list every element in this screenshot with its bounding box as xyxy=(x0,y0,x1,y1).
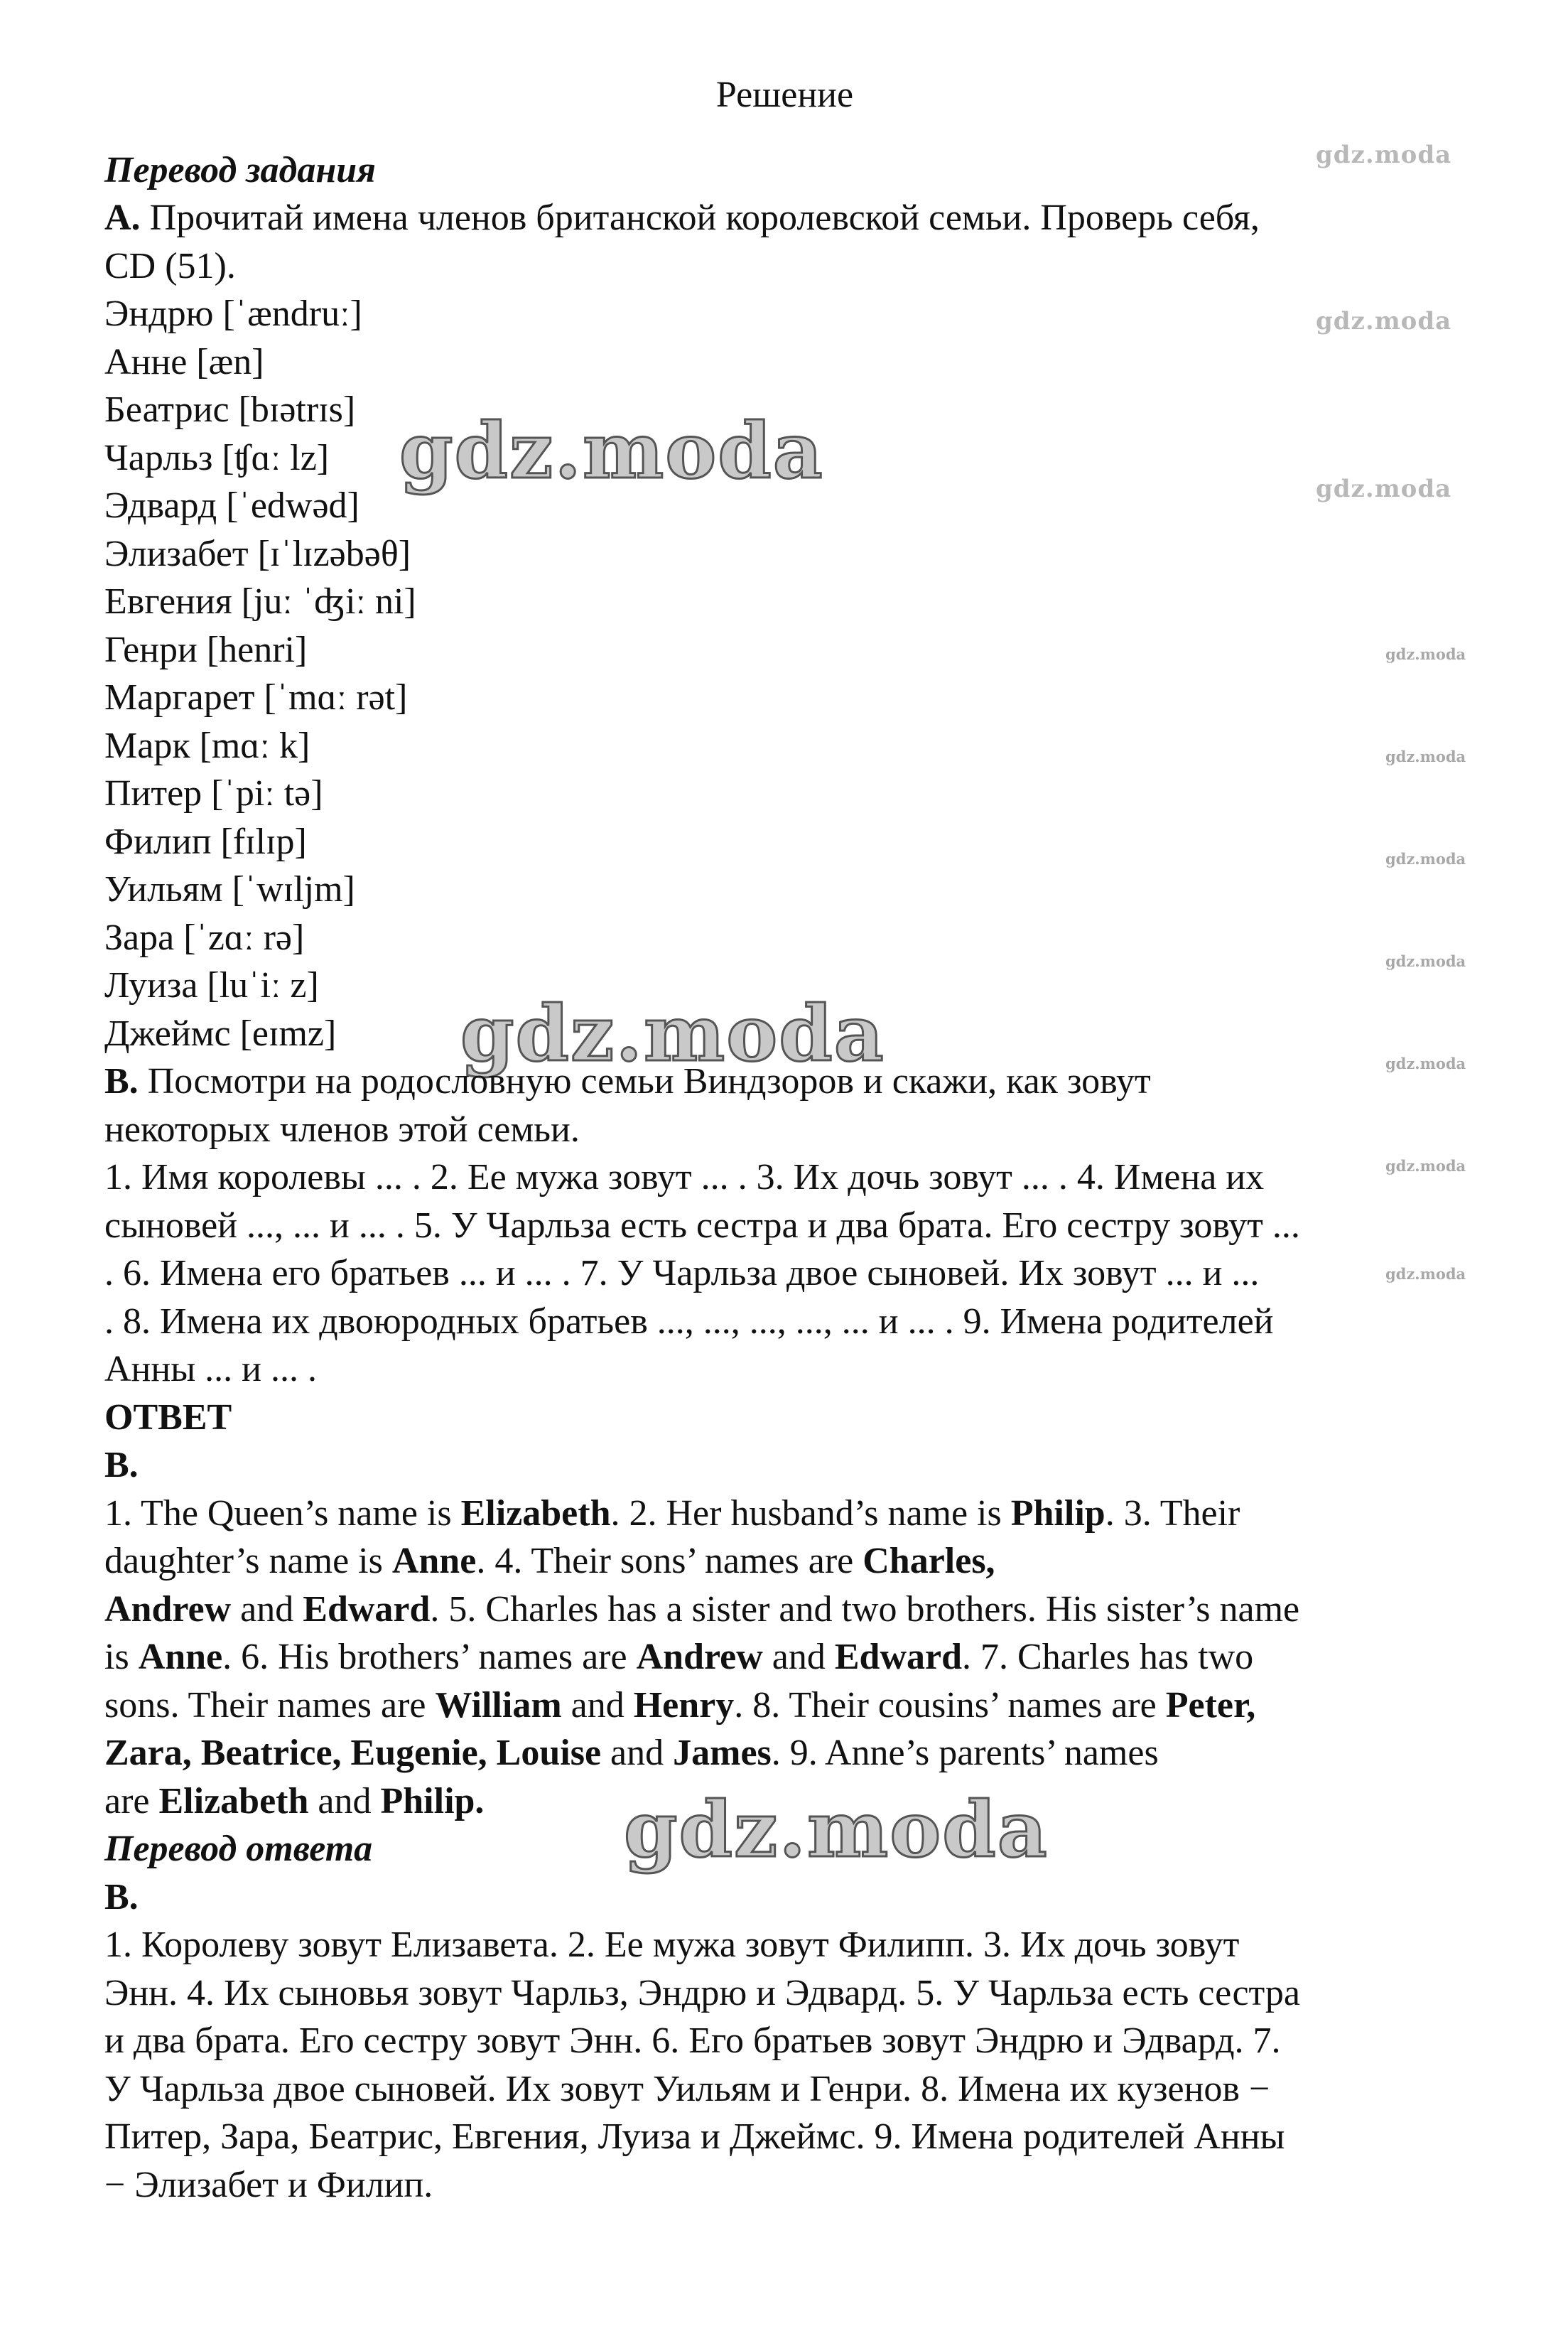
watermark-tiny-2: gdz.moda xyxy=(1385,748,1466,765)
answer-translation-line: и два брата. Его сестру зовут Энн. 6. Его братьев зовут Эндрю и Эдвард. 7. xyxy=(104,2020,1281,2061)
watermark-tiny-7: gdz.moda xyxy=(1385,1265,1466,1283)
answer-translation-line: − Элизабет и Филип. xyxy=(104,2164,433,2205)
name-item: Марк [mɑː k] xyxy=(104,725,310,766)
watermark-tiny-3: gdz.moda xyxy=(1385,850,1466,868)
answer-text: 1. The Queen’s name is xyxy=(104,1492,461,1534)
answer-name: Elizabeth xyxy=(460,1492,611,1534)
answer-text: is xyxy=(104,1637,139,1677)
answer-line-6 xyxy=(104,1729,1508,1777)
task-b-question-line: сыновей ..., ... и ... . 5. У Чарльза есть сестра и два брата. Его сестру зовут ... xyxy=(104,1205,1300,1246)
task-a-text-1: Прочитай имена членов британской королевской семьи. Проверь себя, xyxy=(140,198,1260,238)
answer-text: . 6. His brothers’ names are xyxy=(222,1637,637,1677)
answer-line-2 xyxy=(104,1537,1508,1586)
name-item: Элизабет [ɪˈlɪzəbəθ] xyxy=(104,533,411,574)
answer-translation-b-label: B. xyxy=(104,1876,139,1917)
task-b-line-1 xyxy=(104,1057,1508,1106)
name-item: Евгения [juː ˈʤiː ni] xyxy=(104,581,416,622)
name-item: Маргарет [ˈmɑː rət] xyxy=(104,677,408,718)
page-title: Решение xyxy=(715,75,854,115)
name-item: Зара [ˈzɑː rə] xyxy=(104,917,305,958)
answer-text: . 9. Anne’s parents’ names xyxy=(771,1733,1159,1773)
task-a-label: A. xyxy=(104,198,141,238)
name-item: Чарльз [ʧɑː lz] xyxy=(104,437,330,478)
name-item: Анне [æn] xyxy=(104,341,264,382)
answer-name: Anne xyxy=(138,1637,223,1677)
name-item: Эдвард [ˈedwəd] xyxy=(104,485,359,526)
answer-line-1 xyxy=(104,1490,1508,1538)
answer-name: William xyxy=(435,1684,562,1726)
task-a-line-2: CD (51). xyxy=(104,245,236,286)
task-b-question-line: . 8. Имена их двоюродных братьев ..., ..., ..., ..., ... и ... . 9. Имена родителей xyxy=(104,1301,1274,1342)
answer-translation-line: У Чарльза двое сыновей. Их зовут Уильям и Генри. 8. Имена их кузенов − xyxy=(104,2068,1270,2109)
names-list xyxy=(104,290,1508,1057)
answer-name: James xyxy=(673,1733,772,1773)
task-b-label: B. xyxy=(104,1061,139,1102)
answer-name: Andrew xyxy=(104,1588,232,1630)
answer-name: Charles, xyxy=(863,1541,995,1581)
answer-name: Edward xyxy=(303,1588,431,1630)
name-item: Питер [ˈpiː tə] xyxy=(104,773,323,814)
answer-text: . 5. Charles has a sister and two brothers. His sister’s name xyxy=(430,1588,1300,1630)
name-item: Джеймс [eɪmz] xyxy=(104,1013,337,1054)
task-b-text-1: Посмотри на родословную семьи Виндзоров и скажи, как зовут xyxy=(138,1061,1151,1102)
answer-line-3 xyxy=(104,1586,1508,1634)
name-item: Генри [henri] xyxy=(104,629,308,670)
answer-text: . 2. Her husband’s name is xyxy=(610,1492,1011,1534)
answer-name: Elizabeth xyxy=(158,1780,309,1821)
answer-name: Philip xyxy=(1010,1492,1105,1534)
watermark-small-3: gdz.moda xyxy=(1316,475,1452,503)
watermark-tiny-4: gdz.moda xyxy=(1385,952,1466,970)
answer-name: Henry xyxy=(633,1684,735,1726)
answer-name: Andrew xyxy=(636,1637,763,1677)
answer-text: and xyxy=(561,1684,634,1726)
watermark-tiny-6: gdz.moda xyxy=(1385,1157,1466,1175)
answer-text: and xyxy=(308,1780,381,1821)
answer-text: . 4. Their sons’ names are xyxy=(476,1541,863,1581)
answer-translation-line: 1. Королеву зовут Елизавета. 2. Ее мужа зовут Филипп. 3. Их дочь зовут xyxy=(104,1925,1240,1965)
task-b-line-2: некоторых членов этой семьи. xyxy=(104,1109,580,1150)
answer-name: Philip. xyxy=(380,1780,485,1821)
answer-text: sons. Their names are xyxy=(104,1684,436,1726)
answer-name: Peter, xyxy=(1165,1684,1256,1726)
answer-text: and xyxy=(762,1637,835,1677)
name-item: Эндрю [ˈændruː] xyxy=(104,294,362,334)
answer-name: Zara, Beatrice, Eugenie, Louise xyxy=(104,1733,602,1773)
name-item: Беатрис [bɪətrɪs] xyxy=(104,389,356,430)
name-item: Филип [fɪlɪp] xyxy=(104,821,307,862)
name-item: Уильям [ˈwɪljm] xyxy=(104,869,355,910)
task-b-question-line: Анны ... и ... . xyxy=(104,1349,317,1389)
watermark-tiny-1: gdz.moda xyxy=(1385,645,1466,663)
document-page xyxy=(104,71,1508,2209)
answer-b-label: B. xyxy=(104,1445,139,1485)
name-item: Луиза [luˈiː z] xyxy=(104,965,319,1006)
watermark-large-2: gdz.moda xyxy=(460,989,885,1079)
task-b-question-line: . 6. Имена его братьев ... и ... . 7. У Чарльза двое сыновей. Их зовут ... и ... xyxy=(104,1253,1260,1293)
answer-name: Edward xyxy=(834,1637,963,1677)
watermark-small-1: gdz.moda xyxy=(1316,141,1452,169)
answer-text: daughter’s name is xyxy=(104,1541,392,1581)
answer-name: Anne xyxy=(391,1541,477,1581)
answer-translation-line: Энн. 4. Их сыновья зовут Чарльз, Эндрю и Эдвард. 5. У Чарльза есть сестра xyxy=(104,1972,1300,2013)
watermark-large-3: gdz.moda xyxy=(624,1785,1049,1875)
watermark-small-2: gdz.moda xyxy=(1316,307,1452,335)
answer-heading: ОТВЕТ xyxy=(104,1396,232,1438)
answer-translation-line: Питер, Зара, Беатрис, Евгения, Луиза и Джеймс. 9. Имена родителей Анны xyxy=(104,2116,1285,2157)
task-translation-heading: Перевод задания xyxy=(104,149,376,190)
answer-translation-heading: Перевод ответа xyxy=(104,1829,373,1869)
answer-text: . 3. Their xyxy=(1105,1492,1240,1534)
answer-line-5 xyxy=(104,1681,1508,1730)
answer-text: and xyxy=(231,1588,303,1630)
watermark-large-1: gdz.moda xyxy=(399,407,824,496)
watermark-tiny-5: gdz.moda xyxy=(1385,1055,1466,1072)
answer-line-7 xyxy=(104,1777,1508,1826)
answer-line-4 xyxy=(104,1633,1508,1681)
answer-text: . 7. Charles has two xyxy=(962,1637,1254,1677)
task-a-line-1 xyxy=(104,194,1508,242)
answer-text: and xyxy=(601,1733,674,1773)
answer-text: are xyxy=(104,1780,159,1821)
task-b-question-line: 1. Имя королевы ... . 2. Ее мужа зовут ... . 3. Их дочь зовут ... . 4. Имена их xyxy=(104,1157,1265,1197)
answer-text: . 8. Their cousins’ names are xyxy=(734,1684,1166,1726)
